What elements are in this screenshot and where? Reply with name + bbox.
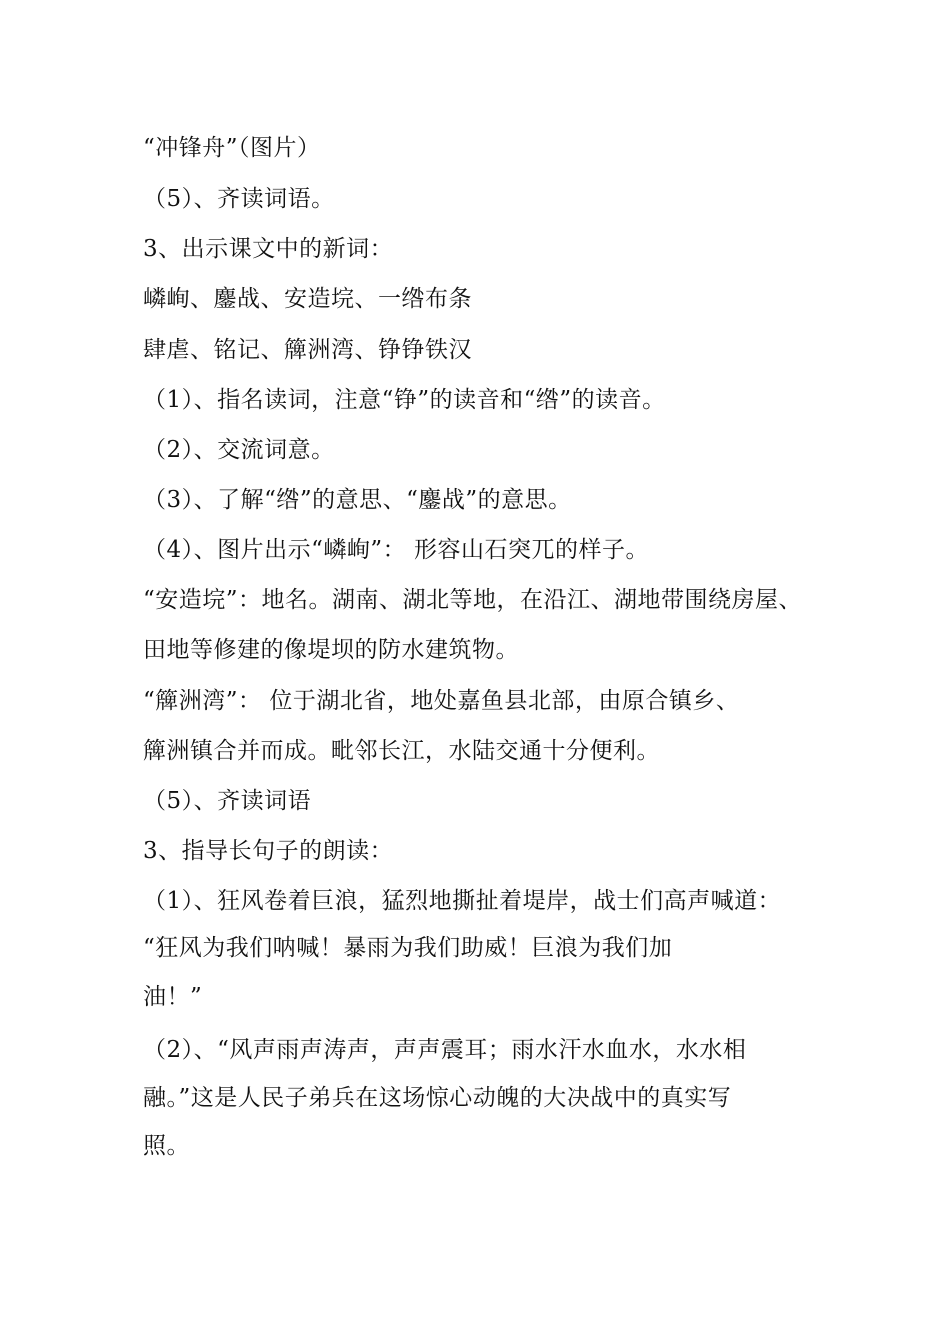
text-line: （4）、图片出示“嶙峋”： 形容山石突兀的样子。 — [143, 537, 649, 563]
text-line: 田地等修建的像堤坝的防水建筑物。 — [143, 637, 519, 663]
text-line: “冲锋舟”（图片） — [143, 135, 321, 161]
text-line: 照。 — [143, 1133, 190, 1159]
text-line: 肆虐、铭记、簰洲湾、铮铮铁汉 — [143, 337, 472, 363]
text-line: （5）、齐读词语。 — [143, 186, 335, 212]
text-line: 3、指导长句子的朗读： — [143, 838, 394, 864]
text-line: （1）、指名读词，注意“铮”的读音和“绺”的读音。 — [143, 387, 666, 413]
text-line: （1）、狂风卷着巨浪，猛烈地撕扯着堤岸，战士们高声喊道： — [143, 888, 782, 914]
text-line: 3、出示课文中的新词： — [143, 236, 394, 262]
text-line: （2）、交流词意。 — [143, 437, 335, 463]
text-line: 融。”这是人民子弟兵在这场惊心动魄的大决战中的真实写 — [143, 1085, 732, 1111]
text-line: （3）、了解“绺”的意思、“鏖战”的意思。 — [143, 487, 572, 513]
text-line: 油！” — [143, 984, 203, 1010]
text-line: “安造垸”：地名。湖南、湖北等地，在沿江、湖地带围绕房屋、 — [143, 587, 803, 613]
text-line: “簰洲湾”： 位于湖北省，地处嘉鱼县北部，由原合镇乡、 — [143, 688, 740, 714]
text-line: 嶙峋、鏖战、安造垸、一绺布条 — [143, 286, 472, 312]
text-line: （5）、齐读词语 — [143, 788, 312, 814]
text-line: “狂风为我们呐喊！暴雨为我们助威！巨浪为我们加 — [143, 935, 673, 961]
text-line: （2）、“风声雨声涛声，声声震耳；雨水汗水血水，水水相 — [143, 1037, 747, 1063]
text-line: 簰洲镇合并而成。毗邻长江，水陆交通十分便利。 — [143, 738, 660, 764]
